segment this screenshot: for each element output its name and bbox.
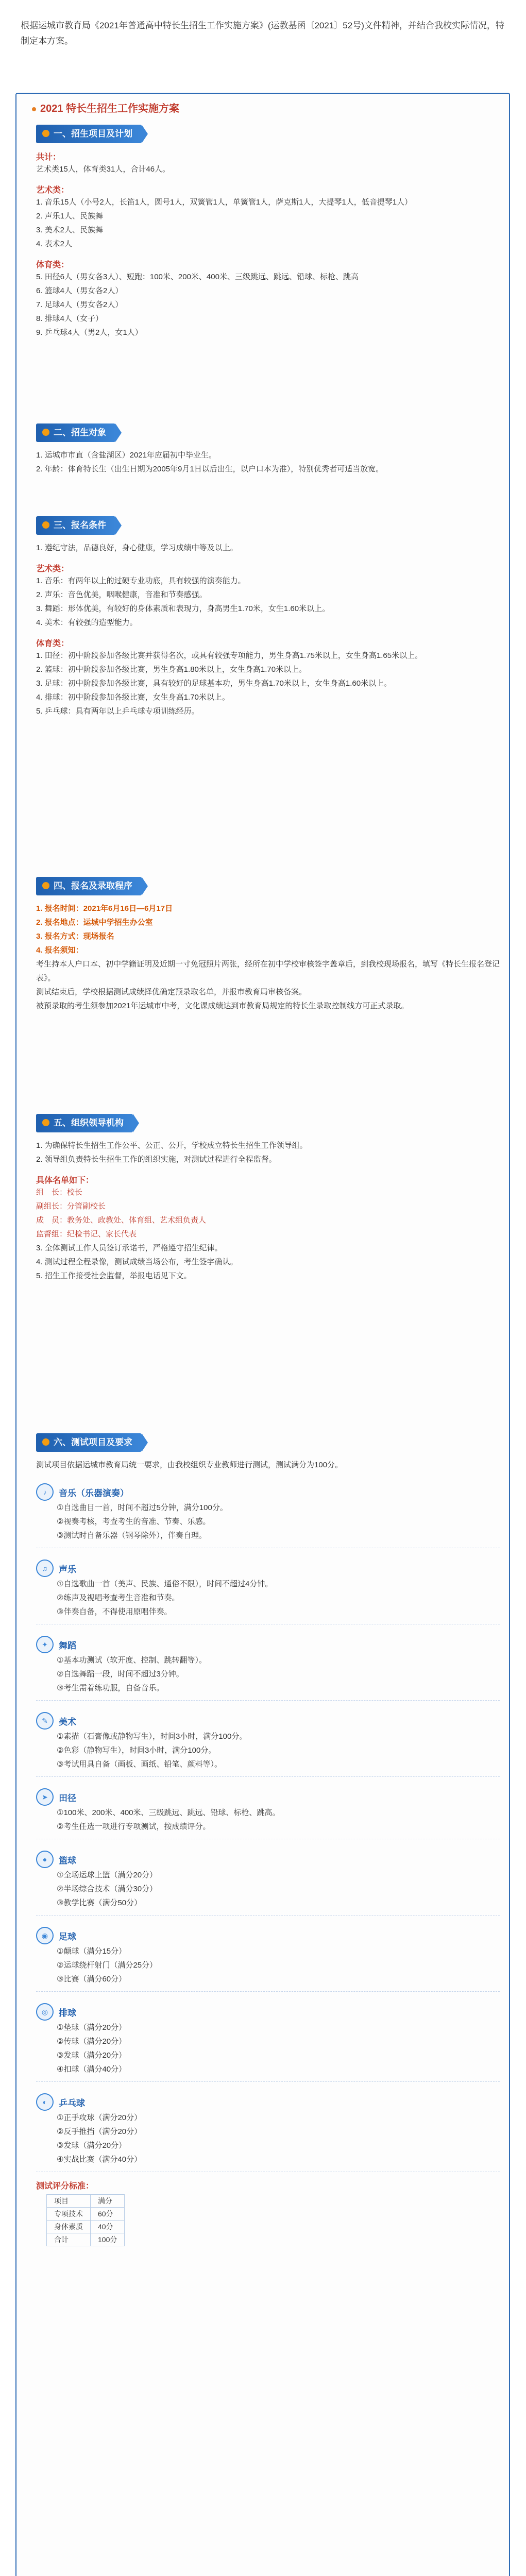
text-line: 5. 乒乓球：具有两年以上乒乓球专项训练经历。 bbox=[36, 707, 199, 716]
text-line: 2. 声乐：音色优美，咽喉健康，音准和节奏感强。 bbox=[36, 590, 207, 599]
section-plan bbox=[36, 125, 500, 340]
section-title: 五、组织领导机构 bbox=[54, 1118, 124, 1128]
sport-line: ②色彩（静物写生），时间3小时，满分100分。 bbox=[57, 1746, 216, 1755]
sport-line: ①垫球（满分20分） bbox=[57, 2023, 127, 2032]
circle-icon bbox=[42, 521, 49, 529]
text-line: 8. 排球4人（女子） bbox=[36, 314, 104, 323]
text-line: 艺术类15人，体育类31人，合计46人。 bbox=[36, 165, 171, 174]
section-target bbox=[36, 423, 500, 476]
sport-name: 排球 bbox=[59, 2008, 76, 2018]
sport-name: 美术 bbox=[59, 1717, 76, 1727]
sport-head bbox=[36, 1483, 500, 1501]
text-line: 3. 足球：初中阶段参加各级比赛，具有较好的足球基本功，男生身高1.70米以上，女生身高1.60米以上。 bbox=[36, 679, 392, 688]
text-line: 1. 报名时间：2021年6月16日—6月17日 bbox=[36, 904, 173, 913]
sport-block bbox=[36, 1788, 500, 1839]
text-line: 2. 报名地点：运城中学招生办公室 bbox=[36, 918, 153, 927]
text-line: 1. 运城市市直（含盐湖区）2021年应届初中毕业生。 bbox=[36, 451, 217, 460]
text-line: 成 员：教务处、政教处、体育组、艺术组负责人 bbox=[36, 1216, 207, 1225]
sport-block bbox=[36, 1712, 500, 1777]
sub-heading: 体育类： bbox=[36, 261, 70, 269]
table-cell: 100分 bbox=[91, 2233, 125, 2246]
table-cell: 40分 bbox=[91, 2221, 125, 2233]
section-head bbox=[36, 877, 142, 895]
sport-name: 篮球 bbox=[59, 1855, 76, 1866]
section-title: 三、报名条件 bbox=[54, 520, 106, 530]
sub-heading: 具体名单如下： bbox=[36, 1176, 94, 1185]
sport-head bbox=[36, 1712, 500, 1730]
table-row bbox=[47, 2221, 125, 2233]
sport-name: 音乐（乐器演奏） bbox=[59, 1488, 129, 1498]
text-line: 1. 音乐：有两年以上的过硬专业功底，具有较强的演奏能力。 bbox=[36, 577, 246, 585]
sport-line: ②自选舞蹈一段，时间不超过3分钟。 bbox=[57, 1670, 184, 1679]
sport-line: ③教学比赛（满分50分） bbox=[57, 1899, 142, 1907]
sport-icon: ♪ bbox=[36, 1483, 54, 1501]
sport-icon: ✦ bbox=[36, 1636, 54, 1653]
text-line: 1. 田径：初中阶段参加各级比赛并获得名次，或具有较强专项能力，男生身高1.75米以上，女生身高1.65米以上。 bbox=[36, 651, 423, 660]
text-line: 考生持本人户口本、初中学籍证明及近期一寸免冠照片两张，经所在初中学校审核签字盖章后，到我校现场报名，填写《特长生报名登记表》。 bbox=[36, 960, 500, 982]
section-title: 四、报名及录取程序 bbox=[54, 881, 132, 891]
intro-paragraph: 根据运城市教育局《2021年普通高中特长生招生工作实施方案》(运教基函〔2021〕52号)文件精神，并结合我校实际情况，特制定本方案。 bbox=[21, 21, 504, 46]
sport-line: ①自选歌曲一首（美声、民族、通俗不限），时间不超过4分钟。 bbox=[57, 1580, 273, 1588]
section-conditions bbox=[36, 516, 500, 718]
section-organization bbox=[36, 1114, 500, 1283]
sport-name: 声乐 bbox=[59, 1564, 76, 1574]
sport-block bbox=[36, 1560, 500, 1624]
sport-line: ①素描（石膏像或静物写生），时间3小时，满分100分。 bbox=[57, 1732, 247, 1741]
sport-line: ①颠球（满分15分） bbox=[57, 1947, 127, 1956]
text-line: 9. 乒乓球4人（男2人，女1人） bbox=[36, 328, 143, 337]
circle-icon bbox=[42, 882, 49, 889]
sport-line: ②练声及视唱考查考生音准和节奏。 bbox=[57, 1594, 180, 1602]
text-line: 6. 篮球4人（男女各2人） bbox=[36, 286, 123, 295]
table-cell: 专项技术 bbox=[47, 2208, 91, 2221]
table-row bbox=[47, 2208, 125, 2221]
circle-icon bbox=[42, 1119, 49, 1126]
section-head bbox=[36, 125, 142, 143]
text-line: 1. 为确保特长生招生工作公平、公正、公开，学校成立特长生招生工作领导组。 bbox=[36, 1141, 308, 1150]
sport-block bbox=[36, 1851, 500, 1916]
sport-icon: ◎ bbox=[36, 2003, 54, 2021]
circle-icon bbox=[42, 130, 49, 137]
table-cell: 满分 bbox=[91, 2195, 125, 2208]
circle-icon bbox=[42, 429, 49, 436]
sport-icon: ➤ bbox=[36, 1788, 54, 1806]
section-head bbox=[36, 1114, 133, 1132]
sport-line: ①全场运球上篮（满分20分） bbox=[57, 1871, 158, 1879]
text-line: 副组长：分管副校长 bbox=[36, 1202, 106, 1211]
sport-head bbox=[36, 1636, 500, 1653]
sport-icon: ◉ bbox=[36, 1927, 54, 1944]
text-line: 3. 报名方式：现场报名 bbox=[36, 932, 114, 941]
table-cell: 合计 bbox=[47, 2233, 91, 2246]
sport-name: 舞蹈 bbox=[59, 1640, 76, 1651]
doc-title: 2021 特长生招生工作实施方案 bbox=[32, 100, 179, 115]
sport-icon: ● bbox=[36, 1851, 54, 1868]
sport-icon: ✎ bbox=[36, 1712, 54, 1730]
table-row bbox=[47, 2195, 125, 2208]
circle-icon bbox=[42, 1438, 49, 1446]
sport-line: ③发球（满分20分） bbox=[57, 2141, 127, 2150]
text-line: 测试结束后，学校根据测试成绩择优确定预录取名单，并报市教育局审核备案。 bbox=[36, 988, 307, 996]
sport-block bbox=[36, 1636, 500, 1701]
sport-line: ②视奏考核，考查考生的音准、节奏、乐感。 bbox=[57, 1517, 211, 1526]
sport-icon: ◐ bbox=[36, 2093, 54, 2111]
sport-head bbox=[36, 1560, 500, 1577]
sport-line: ③比赛（满分60分） bbox=[57, 1975, 127, 1984]
table-cell: 身体素质 bbox=[47, 2221, 91, 2233]
sport-line: ①基本功测试（软开度、控制、跳转翻等）。 bbox=[57, 1656, 207, 1665]
sport-line: ④实战比赛（满分40分） bbox=[57, 2155, 142, 2164]
divider bbox=[36, 2081, 500, 2082]
text-line: 4. 排球：初中阶段参加各级比赛，女生身高1.70米以上。 bbox=[36, 693, 230, 702]
sport-line: ②考生任选一项进行专项测试，按成绩评分。 bbox=[57, 1822, 211, 1831]
text-line: 7. 足球4人（男女各2人） bbox=[36, 300, 123, 309]
sports-list bbox=[36, 1483, 500, 2172]
section-title: 六、测试项目及要求 bbox=[54, 1437, 132, 1447]
text-line: 4. 表术2人 bbox=[36, 240, 73, 248]
text-line: 3. 舞蹈：形体优美，有较好的身体素质和表现力，身高男生1.70米，女生1.60米以上。 bbox=[36, 604, 330, 613]
sport-name: 乒乓球 bbox=[59, 2098, 85, 2108]
section-title: 二、招生对象 bbox=[54, 428, 106, 437]
sport-block bbox=[36, 2003, 500, 2082]
table-cell: 项目 bbox=[47, 2195, 91, 2208]
sport-block bbox=[36, 1483, 500, 1548]
sport-line: ②半场综合技术（满分30分） bbox=[57, 1885, 158, 1893]
sport-line: ③伴奏自备，不得使用原唱伴奏。 bbox=[57, 1607, 172, 1616]
sport-line: ①自选曲目一首，时间不超过5分钟，满分100分。 bbox=[57, 1503, 228, 1512]
sport-block bbox=[36, 2093, 500, 2172]
sport-name: 足球 bbox=[59, 1931, 76, 1942]
sport-head bbox=[36, 2093, 500, 2111]
divider bbox=[36, 1700, 500, 1701]
divider bbox=[36, 1915, 500, 1916]
sport-line: ②运球绕杆射门（满分25分） bbox=[57, 1961, 158, 1970]
sport-line: ②传球（满分20分） bbox=[57, 2037, 127, 2046]
sport-line: ③考试用具自备（画板、画纸、铅笔、颜料等）。 bbox=[57, 1760, 222, 1769]
table-row bbox=[47, 2233, 125, 2246]
divider bbox=[36, 1776, 500, 1777]
sport-head bbox=[36, 1788, 500, 1806]
sub-heading: 艺术类： bbox=[36, 565, 70, 573]
sub-heading: 艺术类： bbox=[36, 186, 70, 195]
score-table bbox=[46, 2194, 125, 2246]
sport-line: ④扣球（满分40分） bbox=[57, 2065, 127, 2074]
sub-heading: 体育类： bbox=[36, 639, 70, 648]
sub-heading: 共计： bbox=[36, 153, 61, 162]
text-line: 3. 全体测试工作人员签订承诺书，严格遵守招生纪律。 bbox=[36, 1244, 223, 1252]
text-line: 测试项目依据运城市教育局统一要求，由我校组织专业教师进行测试，测试满分为100分。 bbox=[36, 1461, 343, 1469]
sport-line: ③测试时自备乐器（钢琴除外），伴奏自理。 bbox=[57, 1531, 207, 1540]
sport-line: ①正手攻球（满分20分） bbox=[57, 2113, 142, 2122]
sport-line: ②反手推挡（满分20分） bbox=[57, 2127, 142, 2136]
text-line: 4. 测试过程全程录像，测试成绩当场公布，考生签字确认。 bbox=[36, 1258, 238, 1266]
sport-name: 田径 bbox=[59, 1793, 76, 1803]
text-line: 2. 领导组负责特长生招生工作的组织实施，对测试过程进行全程监督。 bbox=[36, 1155, 277, 1164]
sport-block bbox=[36, 1927, 500, 1992]
section-tests bbox=[36, 1433, 500, 2249]
text-line: 2. 篮球：初中阶段参加各级比赛，男生身高1.80米以上，女生身高1.70米以上。 bbox=[36, 665, 307, 674]
text-line: 4. 美术：有较强的造型能力。 bbox=[36, 618, 138, 627]
section-head bbox=[36, 516, 115, 535]
sport-line: ①100米、200米、400米、三级跳远、跳远、铅球、标枪、跳高。 bbox=[57, 1808, 280, 1817]
sport-head bbox=[36, 2003, 500, 2021]
text-line: 被预录取的考生须参加2021年运城市中考，文化课成绩达到市教育局规定的特长生录取控制线方可正式录取。 bbox=[36, 1002, 409, 1010]
text-line: 1. 遵纪守法，品德良好，身心健康，学习成绩中等及以上。 bbox=[36, 544, 238, 552]
text-line: 5. 田径6人（男女各3人）、短跑：100米、200米、400米、三级跳远、跳远、铅球、标枪、跳高 bbox=[36, 273, 359, 281]
section-head bbox=[36, 1433, 142, 1452]
text-line: 5. 招生工作接受社会监督，举报电话见下文。 bbox=[36, 1272, 192, 1280]
plan-card bbox=[15, 93, 510, 2576]
sub-heading: 测试评分标准： bbox=[36, 2182, 94, 2191]
text-line: 组 长：校长 bbox=[36, 1188, 83, 1197]
sport-line: ③发球（满分20分） bbox=[57, 2051, 127, 2060]
text-line: 3. 美术2人、民族舞 bbox=[36, 226, 104, 234]
text-line: 2. 声乐1人、民族舞 bbox=[36, 212, 104, 221]
text-line: 4. 报名须知： bbox=[36, 946, 83, 955]
table-cell: 60分 bbox=[91, 2208, 125, 2221]
section-registration bbox=[36, 877, 500, 1013]
text-line: 1. 音乐15人（小号2人，长笛1人，圆号1人，双簧管1人，单簧管1人，萨克斯1人，大提琴1人，低音提琴1人） bbox=[36, 198, 413, 207]
sport-head bbox=[36, 1851, 500, 1868]
text-line: 监督组：纪检书记、家长代表 bbox=[36, 1230, 137, 1239]
sport-line: ③考生需着练功服，自备音乐。 bbox=[57, 1684, 164, 1692]
section-title: 一、招生项目及计划 bbox=[54, 129, 132, 139]
sport-head bbox=[36, 1927, 500, 1944]
divider bbox=[36, 1991, 500, 1992]
sport-icon: ♫ bbox=[36, 1560, 54, 1577]
text-line: 2. 年龄：体育特长生（出生日期为2005年9月1日以后出生，以户口本为准），特别优秀者可适当放宽。 bbox=[36, 465, 384, 473]
section-head bbox=[36, 423, 115, 442]
